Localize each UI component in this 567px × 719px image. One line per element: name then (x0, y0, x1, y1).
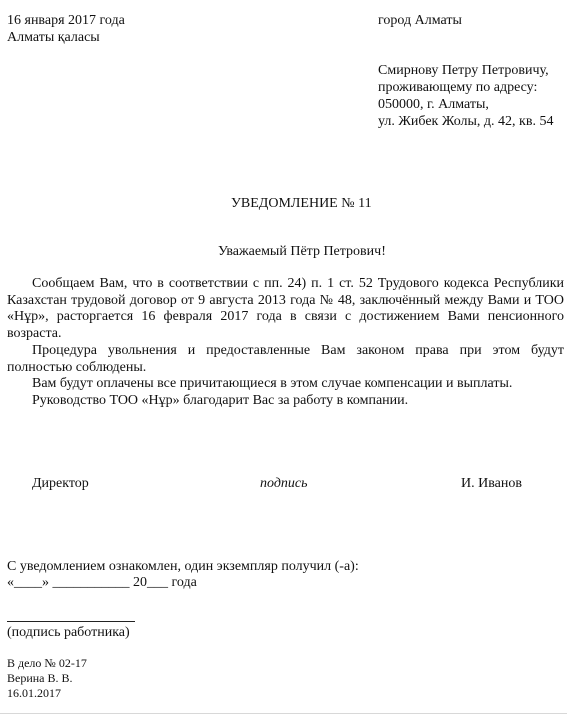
city-ru: город Алматы (378, 13, 462, 28)
filing-name: Верина В. В. (7, 671, 73, 685)
employee-signature-line (7, 621, 135, 622)
signer-position: Директор (32, 476, 89, 491)
document-date: 16 января 2017 года (7, 13, 125, 28)
body-paragraph: Сообщаем Вам, что в соответствии с пп. 24) п. 1 ст. 52 Трудового кодекса Республики Казахстан трудовой договор от 9 августа 2013 года № 48, заключённый между Вами и ТОО «Нұр», расторгается 16 февраля 2017 года в связи с достижением Вами пенсионного возраста. (7, 276, 564, 341)
recipient-block (378, 62, 553, 130)
body-paragraph: Вам будут оплачены все причитающиеся в этом случае компенсации и выплаты. (32, 376, 513, 391)
recipient-line: Смирнову Петру Петровичу, (378, 63, 549, 78)
recipient-line: ул. Жибек Жолы, д. 42, кв. 54 (378, 114, 554, 129)
page-bottom-edge (0, 713, 567, 714)
employee-signature-label: (подпись работника) (7, 625, 130, 640)
recipient-line: проживающему по адресу: (378, 80, 538, 95)
document-title: УВЕДОМЛЕНИЕ № 11 (231, 196, 372, 211)
city-kz: Алматы қаласы (7, 30, 100, 45)
acknowledgement-date-line: «____» ___________ 20___ года (7, 575, 197, 590)
signature-placeholder: подпись (260, 476, 308, 491)
acknowledgement-text: С уведомлением ознакомлен, один экземпляр получил (-а): (7, 559, 359, 574)
filing-date: 16.01.2017 (7, 686, 61, 700)
recipient-line: 050000, г. Алматы, (378, 97, 489, 112)
signer-name: И. Иванов (461, 476, 522, 491)
body-paragraph: Процедура увольнения и предоставленные Вам законом права при этом будут полностью соблюдены. (7, 343, 564, 375)
salutation: Уважаемый Пётр Петрович! (218, 244, 386, 259)
body-paragraph: Руководство ТОО «Нұр» благодарит Вас за работу в компании. (32, 393, 409, 408)
filing-case: В дело № 02-17 (7, 656, 87, 670)
